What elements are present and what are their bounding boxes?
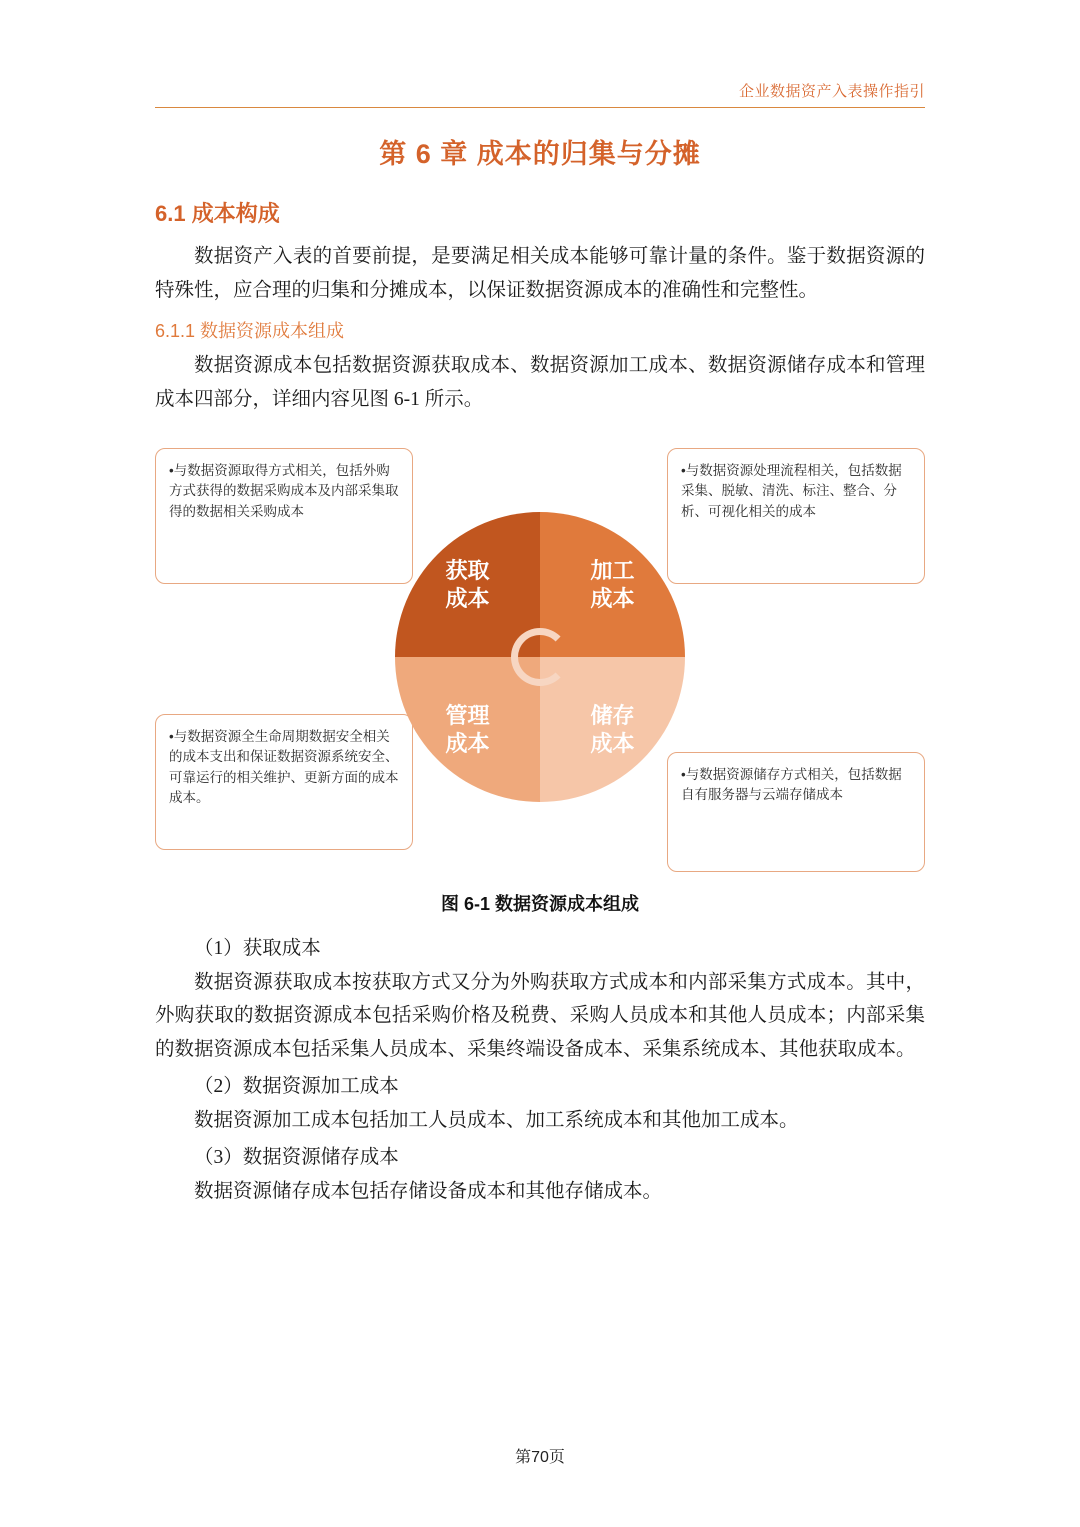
section-heading-6-1: 6.1 成本构成 bbox=[155, 201, 280, 226]
callout-processing-cost: •与数据资源处理流程相关，包括数据采集、脱敏、清洗、标注、整合、分析、可视化相关的成本 bbox=[667, 448, 925, 584]
section-heading-6-1-1: 6.1.1 数据资源成本组成 bbox=[155, 321, 345, 342]
callout-storage-cost: •与数据资源储存方式相关，包括数据自有服务器与云端存储成本 bbox=[667, 752, 925, 872]
quadrant-processing-cost bbox=[540, 512, 685, 657]
item-3-text: 数据资源储存成本包括存储设备成本和其他存储成本。 bbox=[194, 1180, 663, 1202]
header-divider bbox=[155, 107, 925, 108]
section-6-1-1-paragraph: 数据资源成本包括数据资源获取成本、数据资源加工成本、数据资源储存成本和管理成本四部分，详细内容见图 6-1 所示。 bbox=[155, 355, 925, 410]
item-3-label: （3）数据资源储存成本 bbox=[194, 1147, 399, 1169]
quadrant-acquisition-line1: 获取 bbox=[445, 558, 490, 584]
quadrant-acquisition-line2: 成本 bbox=[445, 585, 490, 611]
figure-caption: 图 6-1 数据资源成本组成 bbox=[440, 894, 640, 915]
callout-acquisition-cost: •与数据资源取得方式相关，包括外购方式获得的数据采购成本及内部采集取得的数据相关采购成本 bbox=[155, 448, 413, 584]
item-2-text: 数据资源加工成本包括加工人员成本、加工系统成本和其他加工成本。 bbox=[194, 1109, 799, 1131]
callout-management-cost: •与数据资源全生命周期数据安全相关的成本支出和保证数据资源系统安全、可靠运行的相关维护、更新方面的成本成本。 bbox=[155, 714, 413, 850]
chapter-title: 第 6 章 成本的归集与分摊 bbox=[379, 139, 701, 169]
quadrant-storage-line2: 成本 bbox=[590, 730, 635, 756]
quadrant-processing-line2: 成本 bbox=[590, 585, 635, 611]
quadrant-management-cost bbox=[395, 657, 540, 802]
quadrant-storage-line1: 储存 bbox=[590, 703, 635, 729]
quadrant-management-line1: 管理 bbox=[445, 703, 490, 729]
figure-canvas bbox=[155, 442, 925, 872]
page-number: 第70页 bbox=[515, 1449, 565, 1466]
item-1-label: （1）获取成本 bbox=[194, 938, 321, 960]
quadrant-storage-cost bbox=[540, 657, 685, 802]
item-1-text: 数据资源获取成本按获取方式又分为外购获取方式成本和内部采集方式成本。其中，外购获取的数据资源成本包括采购价格及税费、采购人员成本和其他人员成本；内部采集的数据资源成本包括采集人员成本、采集终端设备成本、采集系统成本、其他获取成本。 bbox=[155, 971, 925, 1060]
cost-composition-donut bbox=[395, 512, 685, 802]
running-header: 企业数据资产入表操作指引 bbox=[738, 83, 925, 100]
quadrant-processing-line1: 加工 bbox=[590, 558, 635, 584]
section-6-1-paragraph: 数据资产入表的首要前提，是要满足相关成本能够可靠计量的条件。鉴于数据资源的特殊性，应合理的归集和分摊成本，以保证数据资源成本的准确性和完整性。 bbox=[155, 246, 925, 301]
refresh-arrow-icon bbox=[511, 628, 569, 686]
quadrant-management-line2: 成本 bbox=[445, 730, 490, 756]
figure-6-1 bbox=[155, 442, 925, 872]
quadrant-acquisition-cost bbox=[395, 512, 540, 657]
item-2-label: （2）数据资源加工成本 bbox=[194, 1076, 399, 1098]
